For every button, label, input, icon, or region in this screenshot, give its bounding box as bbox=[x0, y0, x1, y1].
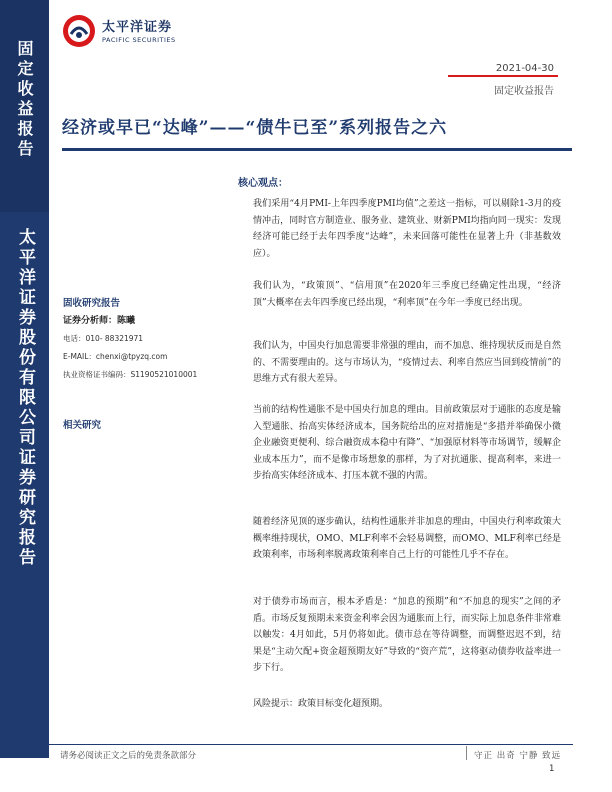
footer-divider bbox=[49, 744, 573, 745]
analyst-phone: 电话：010- 88321971 bbox=[63, 334, 144, 343]
logo-name-en: PACIFIC SECURITIES bbox=[102, 36, 176, 44]
paragraph: 我们认为，“政策顶”、“信用顶”在2020年三季度已经确定性出现，“经济顶”大概率在去年四季度已经出现，“利率顶”在今年一季度已经出现。 bbox=[253, 281, 561, 308]
logo bbox=[62, 12, 192, 52]
page-number: 1 bbox=[549, 764, 555, 774]
paragraph: 我们采用“4月PMI-上年四季度PMI均值”之差这一指标，可以剔除1-3月的疫情冲击，同时官方制造业、服务业、建筑业、财新PMI均指向同一现实：发现经济可能已经于去年四季度“达峰”，未来回落可能性在显著上升（非基数效应）。 bbox=[253, 199, 561, 259]
related-research-label: 相关研究 bbox=[63, 420, 102, 431]
dept-label: 固收研究报告 bbox=[63, 298, 121, 309]
report-date: 2021-04-30 bbox=[495, 63, 554, 74]
analyst-email[interactable]: E-MAIL：chenxi@tpyzq.com bbox=[63, 352, 168, 361]
risk-warning: 风险提示：政策目标变化超预期。 bbox=[253, 699, 389, 709]
page-title: 经济或早已“达峰”——“债牛已至”系列报告之六 bbox=[62, 118, 448, 138]
sidebar-company: 太平洋证券股份有限公司证券研究报告 bbox=[15, 228, 35, 568]
footer-disclaimer: 请务必阅读正文之后的免责条款部分 bbox=[60, 751, 197, 761]
logo-emblem-icon bbox=[62, 14, 96, 48]
paragraph: 当前的结构性通胀不是中国央行加息的理由。目前政策层对于通胀的态度是输入型通胀、抬高实体经济成本，国务院给出的应对措施是“多措并举确保小微企业融资更便利、综合融资成本稳中有降”、“加强原材料等市场调节，缓解企业成本压力”，而不是像市场想象的那样，为了对抗通胀、提高利率，来进一步抬高实体经济成本、打压本就不强的内需。 bbox=[253, 405, 561, 481]
analyst-license: 执业资格证书编码：S1190521010001 bbox=[63, 370, 198, 379]
sidebar-category-block bbox=[0, 0, 49, 212]
paragraph: 我们认为，中国央行加息需要非常强的理由，而不加息、维持现状反而是自然的、不需要理由的。这与市场认为，“疫情过去、利率自然应当回到疫情前”的思维方式有很大差异。 bbox=[253, 341, 561, 384]
paragraph: 随着经济见顶的逐步确认，结构性通胀并非加息的理由，中国央行利率政策大概率维持现状，OMO、MLF利率不会轻易调整，而OMO、MLF利率已经是政策利率，市场利率脱离政策利率自己上行的可能性几乎不存在。 bbox=[253, 517, 561, 560]
core-points-label: 核心观点： bbox=[238, 178, 288, 189]
sidebar bbox=[0, 0, 49, 758]
footer-motto: 守正 出奇 宁静 致远 bbox=[474, 751, 562, 761]
header-divider bbox=[448, 75, 558, 77]
footer-separator bbox=[466, 746, 467, 760]
analyst-name: 证券分析师：陈曦 bbox=[63, 316, 136, 326]
title-divider bbox=[62, 148, 572, 151]
logo-name-cn: 太平洋证券 bbox=[102, 20, 173, 35]
report-type: 固定收益报告 bbox=[494, 86, 554, 97]
sidebar-category: 固定收益报告 bbox=[15, 40, 34, 160]
paragraph: 对于债券市场而言，根本矛盾是：“加息的预期”和“不加息的现实”之间的矛盾。市场反复预期未来资金利率会因为通胀而上行，而实际上加息条件非常难以触发：4月如此，5月仍将如此。债市总在等待调整，而调整迟迟不到，结果是“主动欠配+资金超预期友好”导致的“资产荒”，这将驱动债券收益率进一步下行。 bbox=[253, 597, 561, 673]
